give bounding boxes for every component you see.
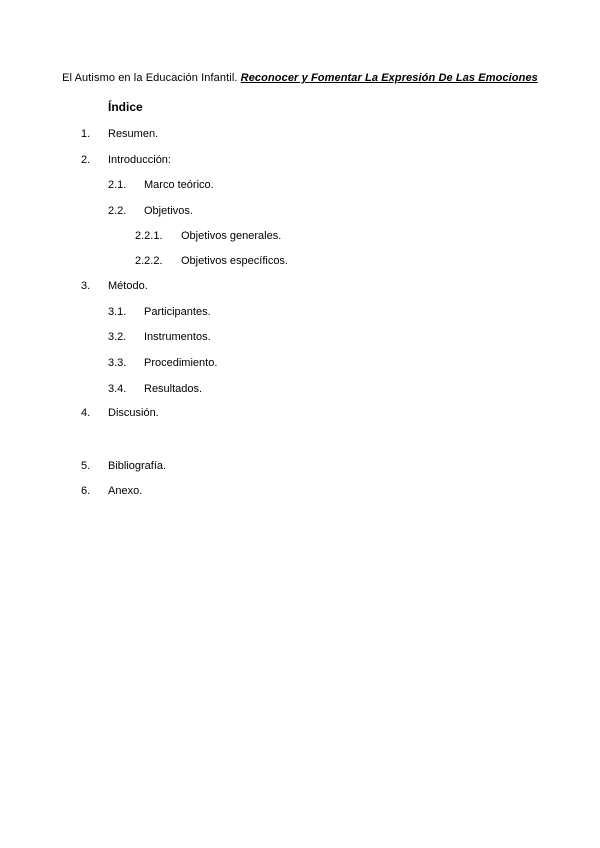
- toc-label: Marco teórico.: [144, 179, 214, 191]
- toc-number: 2.2.2.: [135, 255, 163, 267]
- title-plain-text: El Autismo en la Educación Infantil.: [62, 72, 241, 84]
- toc-label: Procedimiento.: [144, 357, 218, 369]
- toc-number: 2.2.: [108, 205, 127, 217]
- toc-number: 2.1.: [108, 179, 127, 191]
- toc-number: 3.2.: [108, 331, 127, 343]
- toc-number: 1.: [81, 128, 91, 140]
- index-heading: Índice: [108, 100, 143, 114]
- toc-label: Instrumentos.: [144, 331, 211, 343]
- toc-label: Objetivos.: [144, 205, 193, 217]
- toc-label: Resultados.: [144, 383, 203, 395]
- toc-number: 4.: [81, 407, 91, 419]
- toc-label: Introducción:: [108, 154, 171, 166]
- title-emphasis-text: Reconocer y Fomentar La Expresión De Las Emociones: [240, 72, 538, 84]
- toc-number: 3.: [81, 280, 91, 292]
- toc-label: Discusión.: [108, 407, 159, 419]
- toc-label: Participantes.: [144, 306, 211, 318]
- toc-label: Anexo.: [108, 485, 143, 497]
- toc-label: Resumen.: [108, 128, 159, 140]
- toc-number: 2.: [81, 154, 91, 166]
- toc-label: Objetivos generales.: [181, 230, 282, 242]
- toc-label: Bibliografía.: [108, 460, 167, 472]
- toc-number: 3.1.: [108, 306, 127, 318]
- toc-number: 3.3.: [108, 357, 127, 369]
- toc-number: 3.4.: [108, 383, 127, 395]
- toc-label: Método.: [108, 280, 148, 292]
- toc-number: 2.2.1.: [135, 230, 163, 242]
- toc-number: 6.: [81, 485, 91, 497]
- toc-label: Objetivos específicos.: [181, 255, 288, 267]
- document-title: [60, 70, 540, 86]
- toc-number: 5.: [81, 460, 91, 472]
